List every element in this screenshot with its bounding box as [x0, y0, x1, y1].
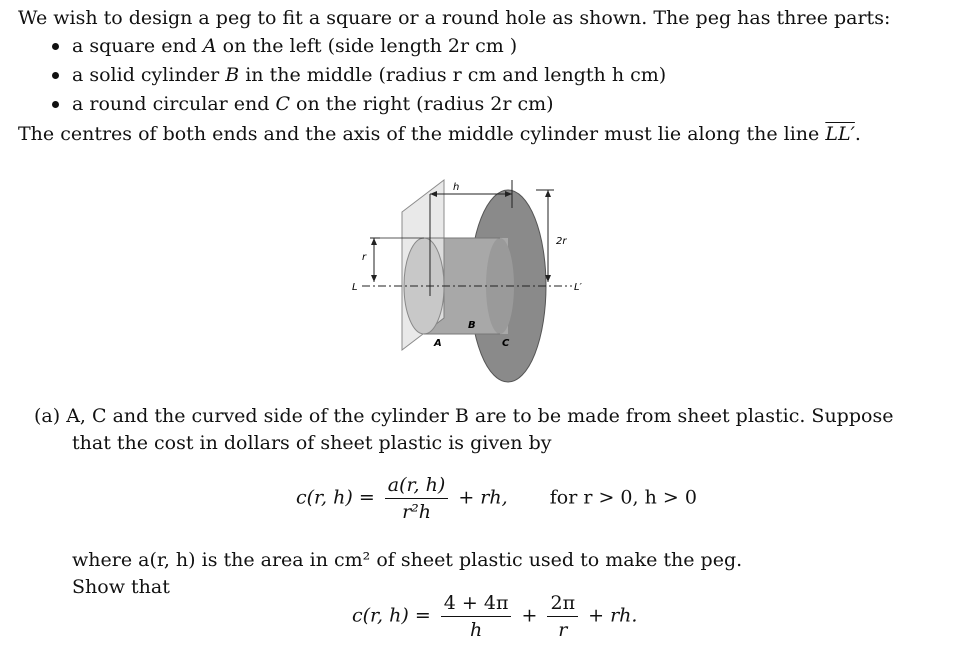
label-Lp: L′ — [574, 282, 582, 293]
fraction: $\frac{2\pi}{r}$ — [547, 592, 578, 641]
peg-diagram — [340, 168, 600, 388]
cost-formula: c(r, h) = $\frac{a(r, h)}{\text{r²h}}$ + rh, for r > 0, h > 0 — [296, 474, 697, 523]
label-B: B — [468, 320, 476, 331]
label-L: L — [352, 282, 358, 293]
fraction: $\frac{4 + 4\pi}{h}$ — [441, 592, 512, 641]
bullet-item-a: a square end A on the left (side length 2r cm ) — [72, 34, 517, 58]
axis-statement: The centres of both ends and the axis of the middle cylinder must lie along the line LL′. — [18, 123, 861, 145]
bullet-dot-icon — [52, 43, 59, 50]
bullet-dot-icon — [52, 72, 59, 79]
part-a-line4: Show that — [72, 576, 170, 598]
bullet-item-c: a round circular end C on the right (radius 2r cm) — [72, 92, 554, 116]
label-C: C — [502, 338, 510, 349]
target-formula: c(r, h) = $\frac{4 + 4\pi}{h}$ + $\frac{2\pi}{r}$ + rh. — [352, 592, 638, 641]
intro-line: We wish to design a peg to fit a square or a round hole as shown. The peg has three parts: — [18, 7, 891, 29]
bullet-item-b: a solid cylinder B in the middle (radius r cm and length h cm) — [72, 63, 666, 87]
part-a-line2: that the cost in dollars of sheet plastic is given by — [72, 432, 552, 454]
part-a-line3: where a(r, h) is the area in cm² of sheet plastic used to make the peg. — [72, 549, 743, 571]
label-A: A — [434, 338, 442, 349]
fraction: $\frac{a(r, h)}{\text{r²h}}$ — [385, 474, 448, 523]
label-2r: 2r — [556, 236, 567, 247]
label-h: h — [453, 182, 460, 193]
part-a-line1: (a) A, C and the curved side of the cylinder B are to be made from sheet plastic. Suppose — [34, 405, 894, 427]
label-r: r — [362, 252, 367, 263]
bullet-dot-icon — [52, 101, 59, 108]
